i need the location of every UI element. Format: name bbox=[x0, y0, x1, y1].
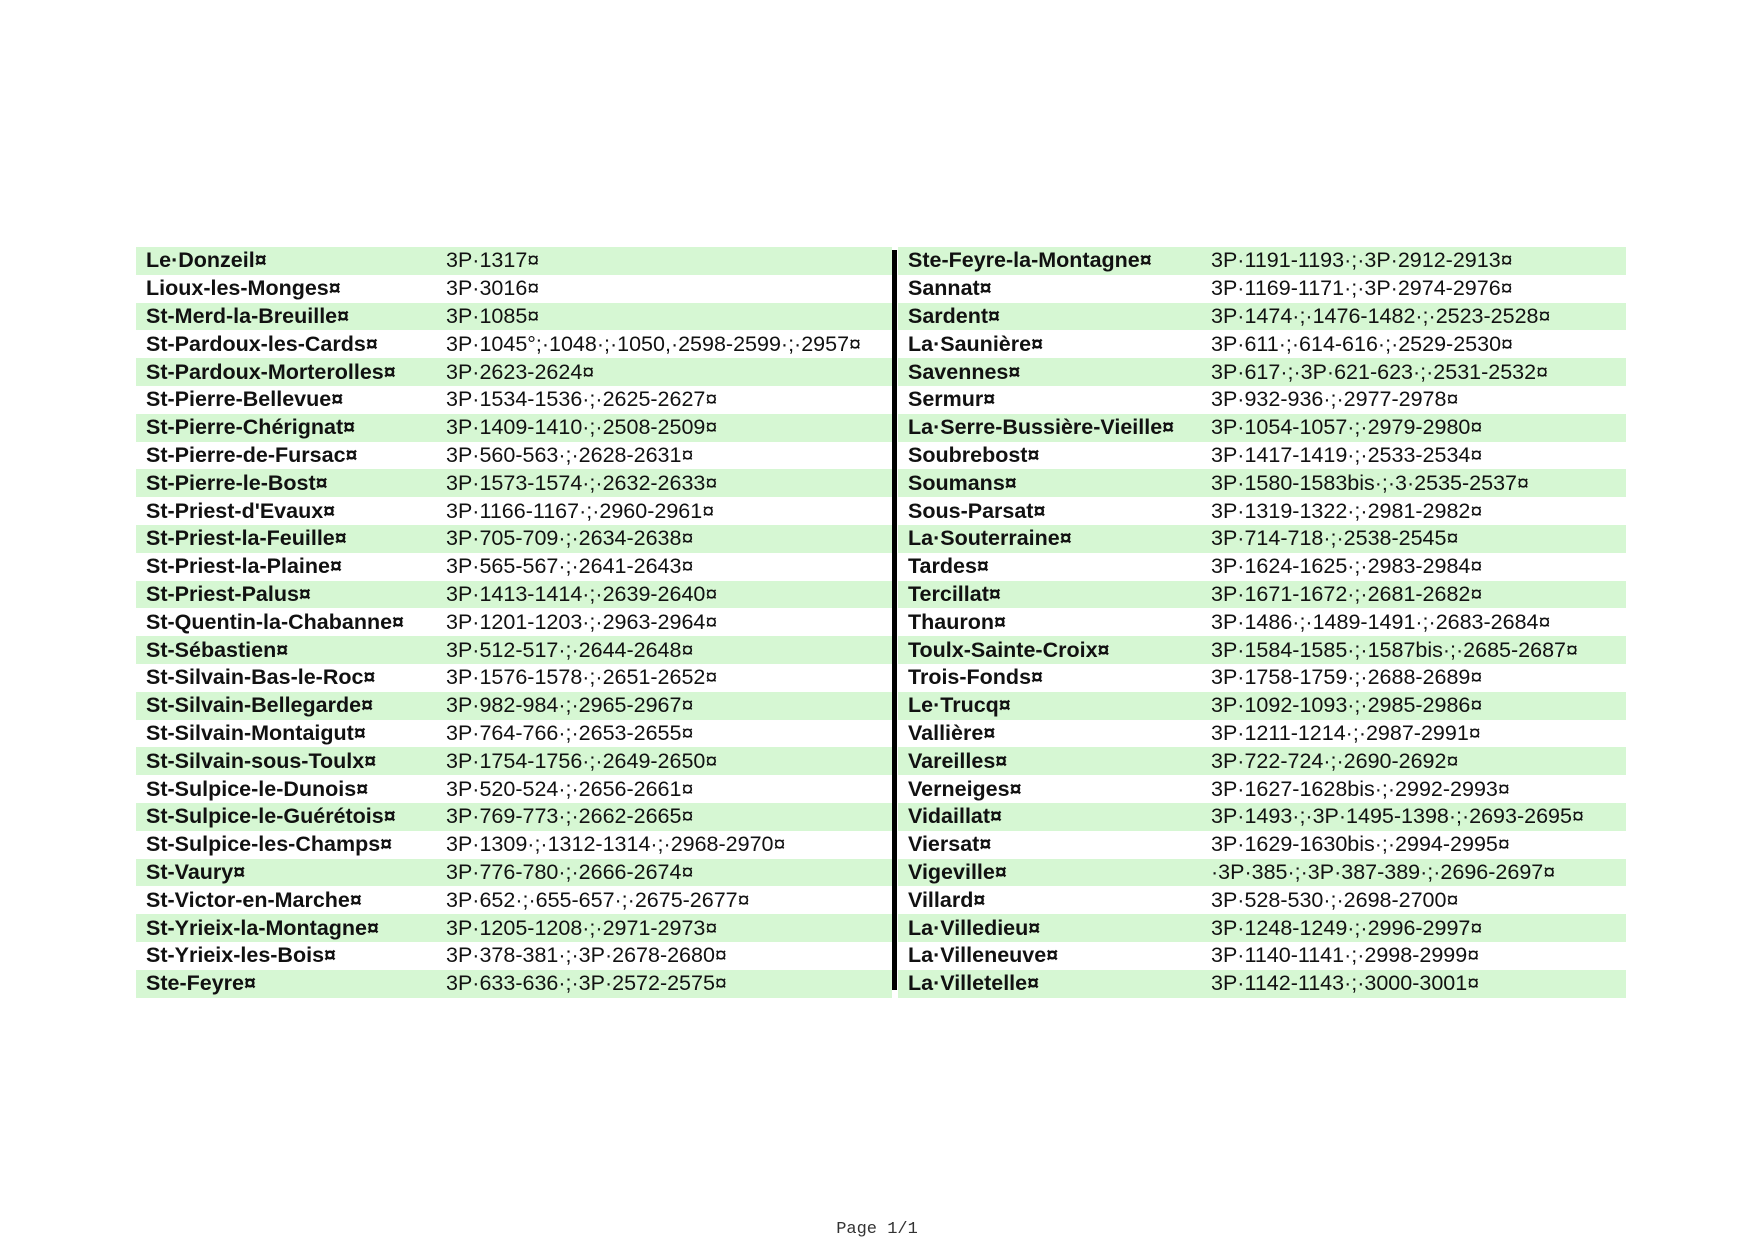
commune-name: St-Sébastien¤ bbox=[146, 637, 289, 662]
archive-reference: 3P·611·;·614-616·;·2529-2530¤ bbox=[1211, 331, 1513, 356]
archive-reference: 3P·1166-1167·;·2960-2961¤ bbox=[446, 498, 715, 523]
archive-reference: 3P·1584-1585·;·1587bis·;·2685-2687¤ bbox=[1211, 637, 1578, 662]
archive-reference: 3P·776-780·;·2666-2674¤ bbox=[446, 859, 694, 884]
archive-reference: 3P·1409-1410·;·2508-2509¤ bbox=[446, 415, 718, 440]
archive-reference: 3P·1627-1628bis·;·2992-2993¤ bbox=[1211, 776, 1510, 801]
commune-name: Trois-Fonds¤ bbox=[908, 665, 1043, 690]
table-row bbox=[136, 831, 892, 859]
commune-name: St-Priest-Palus¤ bbox=[146, 581, 311, 606]
archive-reference: 3P·1054-1057·;·2979-2980¤ bbox=[1211, 415, 1483, 440]
archive-reference: 3P·1534-1536·;·2625-2627¤ bbox=[446, 387, 718, 412]
table-row bbox=[898, 636, 1626, 664]
commune-name: Tardes¤ bbox=[908, 554, 989, 579]
commune-name: Lioux-les-Monges¤ bbox=[146, 276, 341, 301]
table-row bbox=[898, 469, 1626, 497]
table-row bbox=[136, 386, 892, 414]
archive-reference: 3P·1413-1414·;·2639-2640¤ bbox=[446, 581, 718, 606]
commune-name: St-Silvain-sous-Toulx¤ bbox=[146, 748, 377, 773]
commune-name: St-Sulpice-les-Champs¤ bbox=[146, 832, 393, 857]
table-row bbox=[898, 275, 1626, 303]
archive-reference: 3P·633-636·;·3P·2572-2575¤ bbox=[446, 971, 727, 996]
table-row bbox=[898, 914, 1626, 942]
commune-name: St-Pierre-de-Fursac¤ bbox=[146, 442, 358, 467]
archive-reference: 3P·1085¤ bbox=[446, 303, 540, 328]
commune-name: Sannat¤ bbox=[908, 276, 992, 301]
archive-reference: 3P·1758-1759·;·2688-2689¤ bbox=[1211, 665, 1483, 690]
table-row bbox=[136, 442, 892, 470]
commune-name: St-Yrieix-les-Bois¤ bbox=[146, 943, 336, 968]
table-row bbox=[898, 358, 1626, 386]
table-row bbox=[898, 525, 1626, 553]
archive-reference: 3P·1629-1630bis·;·2994-2995¤ bbox=[1211, 832, 1510, 857]
commune-name: St-Pierre-Chérignat¤ bbox=[146, 415, 356, 440]
table-row bbox=[898, 330, 1626, 358]
table-row bbox=[136, 664, 892, 692]
table-row bbox=[136, 247, 892, 275]
archive-reference: 3P·714-718·;·2538-2545¤ bbox=[1211, 526, 1459, 551]
commune-name: St-Silvain-Montaigut¤ bbox=[146, 720, 366, 745]
archive-reference: 3P·1317¤ bbox=[446, 248, 540, 273]
table-row bbox=[136, 942, 892, 970]
archive-reference: 3P·1493·;·3P·1495-1398·;·2693-2695¤ bbox=[1211, 804, 1584, 829]
table-row bbox=[136, 497, 892, 525]
table-row bbox=[898, 720, 1626, 748]
archive-reference: 3P·1191-1193·;·3P·2912-2913¤ bbox=[1211, 248, 1513, 273]
archive-reference: 3P·1140-1141·;·2998-2999¤ bbox=[1211, 943, 1480, 968]
archive-reference: 3P·764-766·;·2653-2655¤ bbox=[446, 720, 694, 745]
commune-name: La·Villedieu¤ bbox=[908, 915, 1041, 940]
archive-reference: 3P·378-381·;·3P·2678-2680¤ bbox=[446, 943, 727, 968]
table-row bbox=[136, 581, 892, 609]
table-row bbox=[898, 442, 1626, 470]
column-divider bbox=[892, 250, 897, 990]
table-row bbox=[136, 330, 892, 358]
commune-name: St-Pierre-Bellevue¤ bbox=[146, 387, 344, 412]
commune-name: St-Victor-en-Marche¤ bbox=[146, 887, 362, 912]
table-row bbox=[136, 886, 892, 914]
table-row bbox=[136, 636, 892, 664]
commune-name: St-Merd-la-Breuille¤ bbox=[146, 303, 350, 328]
table-row bbox=[898, 386, 1626, 414]
archive-reference: 3P·1319-1322·;·2981-2982¤ bbox=[1211, 498, 1483, 523]
commune-name: La·Villetelle¤ bbox=[908, 971, 1040, 996]
commune-name: St-Quentin-la-Chabanne¤ bbox=[146, 609, 405, 634]
table-row bbox=[898, 692, 1626, 720]
commune-name: Sermur¤ bbox=[908, 387, 996, 412]
table-row bbox=[136, 775, 892, 803]
archive-reference: 3P·565-567·;·2641-2643¤ bbox=[446, 554, 694, 579]
archive-reference: 3P·520-524·;·2656-2661¤ bbox=[446, 776, 694, 801]
commune-name: St-Priest-d'Evaux¤ bbox=[146, 498, 336, 523]
commune-name: St-Priest-la-Plaine¤ bbox=[146, 554, 342, 579]
commune-name: La·Saunière¤ bbox=[908, 331, 1044, 356]
archive-reference: 3P·1573-1574·;·2632-2633¤ bbox=[446, 470, 718, 495]
archive-reference: 3P·1576-1578·;·2651-2652¤ bbox=[446, 665, 718, 690]
table-row bbox=[898, 859, 1626, 887]
page-footer: Page 1/1 bbox=[836, 1220, 918, 1239]
archive-reference: 3P·1205-1208·;·2971-2973¤ bbox=[446, 915, 718, 940]
table-row bbox=[898, 608, 1626, 636]
table-row bbox=[136, 914, 892, 942]
table-row bbox=[136, 303, 892, 331]
table-row bbox=[136, 970, 892, 998]
table-row bbox=[136, 692, 892, 720]
right-column bbox=[898, 247, 1626, 998]
archive-reference: 3P·528-530·;·2698-2700¤ bbox=[1211, 887, 1459, 912]
table-row bbox=[136, 414, 892, 442]
archive-reference: 3P·1211-1214·;·2987-2991¤ bbox=[1211, 720, 1481, 745]
table-row bbox=[898, 747, 1626, 775]
commune-name: Sous-Parsat¤ bbox=[908, 498, 1046, 523]
archive-reference: 3P·1309·;·1312-1314·;·2968-2970¤ bbox=[446, 832, 786, 857]
table-row bbox=[136, 553, 892, 581]
commune-name: Ste-Feyre¤ bbox=[146, 971, 256, 996]
commune-name: Vallière¤ bbox=[908, 720, 996, 745]
table-row bbox=[136, 525, 892, 553]
archive-reference: 3P·1201-1203·;·2963-2964¤ bbox=[446, 609, 718, 634]
commune-name: St-Silvain-Bas-le-Roc¤ bbox=[146, 665, 376, 690]
commune-name: Savennes¤ bbox=[908, 359, 1021, 384]
commune-name: Villard¤ bbox=[908, 887, 986, 912]
archive-reference: 3P·1486·;·1489-1491·;·2683-2684¤ bbox=[1211, 609, 1551, 634]
archive-reference: 3P·617·;·3P·621-623·;·2531-2532¤ bbox=[1211, 359, 1549, 384]
archive-reference: ·3P·385·;·3P·387-389·;·2696-2697¤ bbox=[1211, 859, 1556, 884]
archive-reference: 3P·1142-1143·;·3000-3001¤ bbox=[1211, 971, 1480, 996]
archive-reference: 3P·1474·;·1476-1482·;·2523-2528¤ bbox=[1211, 303, 1551, 328]
commune-name: Toulx-Sainte-Croix¤ bbox=[908, 637, 1110, 662]
commune-name: Soubrebost¤ bbox=[908, 442, 1040, 467]
commune-name: Vidaillat¤ bbox=[908, 804, 1003, 829]
table-row bbox=[898, 831, 1626, 859]
commune-name: St-Sulpice-le-Dunois¤ bbox=[146, 776, 369, 801]
table-row bbox=[136, 275, 892, 303]
table-row bbox=[136, 859, 892, 887]
table-row bbox=[136, 747, 892, 775]
commune-name: St-Pierre-le-Bost¤ bbox=[146, 470, 328, 495]
archive-reference: 3P·769-773·;·2662-2665¤ bbox=[446, 804, 694, 829]
archive-reference: 3P·722-724·;·2690-2692¤ bbox=[1211, 748, 1459, 773]
commune-name: St-Vaury¤ bbox=[146, 859, 246, 884]
commune-name: St-Yrieix-la-Montagne¤ bbox=[146, 915, 379, 940]
commune-name: Sardent¤ bbox=[908, 303, 1001, 328]
commune-name: La·Serre-Bussière-Vieille¤ bbox=[908, 415, 1175, 440]
commune-name: La·Villeneuve¤ bbox=[908, 943, 1059, 968]
commune-name: St-Silvain-Bellegarde¤ bbox=[146, 693, 374, 718]
table-row bbox=[898, 247, 1626, 275]
archive-reference: 3P·3016¤ bbox=[446, 276, 540, 301]
archive-reference: 3P·1092-1093·;·2985-2986¤ bbox=[1211, 693, 1483, 718]
left-column bbox=[136, 247, 892, 998]
table-row bbox=[898, 303, 1626, 331]
table-row bbox=[136, 469, 892, 497]
archive-reference: 3P·512-517·;·2644-2648¤ bbox=[446, 637, 694, 662]
commune-name: Le·Trucq¤ bbox=[908, 693, 1011, 718]
commune-name: Verneiges¤ bbox=[908, 776, 1022, 801]
archive-reference: 3P·1169-1171·;·3P·2974-2976¤ bbox=[1211, 276, 1513, 301]
archive-reference: 3P·1624-1625·;·2983-2984¤ bbox=[1211, 554, 1483, 579]
commune-name: Viersat¤ bbox=[908, 832, 992, 857]
table-row bbox=[898, 497, 1626, 525]
table-row bbox=[898, 664, 1626, 692]
commune-name: Ste-Feyre-la-Montagne¤ bbox=[908, 248, 1152, 273]
commune-name: Soumans¤ bbox=[908, 470, 1017, 495]
archive-reference: 3P·560-563·;·2628-2631¤ bbox=[446, 442, 694, 467]
commune-name: Vareilles¤ bbox=[908, 748, 1008, 773]
table-row bbox=[898, 886, 1626, 914]
archive-reference: 3P·1671-1672·;·2681-2682¤ bbox=[1211, 581, 1483, 606]
commune-name: Thauron¤ bbox=[908, 609, 1006, 634]
table-row bbox=[898, 581, 1626, 609]
table-row bbox=[136, 720, 892, 748]
commune-name: Le·Donzeil¤ bbox=[146, 248, 267, 273]
table-row bbox=[136, 803, 892, 831]
commune-name: La·Souterraine¤ bbox=[908, 526, 1072, 551]
archive-reference: 3P·2623-2624¤ bbox=[446, 359, 595, 384]
table-row bbox=[136, 358, 892, 386]
commune-name: Vigeville¤ bbox=[908, 859, 1007, 884]
table-row bbox=[136, 608, 892, 636]
archive-reference: 3P·932-936·;·2977-2978¤ bbox=[1211, 387, 1459, 412]
commune-name: St-Pardoux-Morterolles¤ bbox=[146, 359, 396, 384]
archive-reference: 3P·1045°;·1048·;·1050,·2598-2599·;·2957¤ bbox=[446, 331, 861, 356]
archive-reference: 3P·1417-1419·;·2533-2534¤ bbox=[1211, 442, 1483, 467]
commune-name: Tercillat¤ bbox=[908, 581, 1001, 606]
commune-name: St-Sulpice-le-Guérétois¤ bbox=[146, 804, 396, 829]
table-row bbox=[898, 414, 1626, 442]
archive-reference: 3P·982-984·;·2965-2967¤ bbox=[446, 693, 694, 718]
commune-name: St-Pardoux-les-Cards¤ bbox=[146, 331, 378, 356]
archive-reference: 3P·705-709·;·2634-2638¤ bbox=[446, 526, 694, 551]
commune-name: St-Priest-la-Feuille¤ bbox=[146, 526, 347, 551]
archive-reference: 3P·1754-1756·;·2649-2650¤ bbox=[446, 748, 718, 773]
archive-reference: 3P·1580-1583bis·;·3·2535-2537¤ bbox=[1211, 470, 1529, 495]
archive-reference: 3P·1248-1249·;·2996-2997¤ bbox=[1211, 915, 1483, 940]
table-row bbox=[898, 803, 1626, 831]
table-row bbox=[898, 970, 1626, 998]
table-row bbox=[898, 553, 1626, 581]
table-row bbox=[898, 942, 1626, 970]
archive-reference: 3P·652·;·655-657·;·2675-2677¤ bbox=[446, 887, 750, 912]
table-row bbox=[898, 775, 1626, 803]
